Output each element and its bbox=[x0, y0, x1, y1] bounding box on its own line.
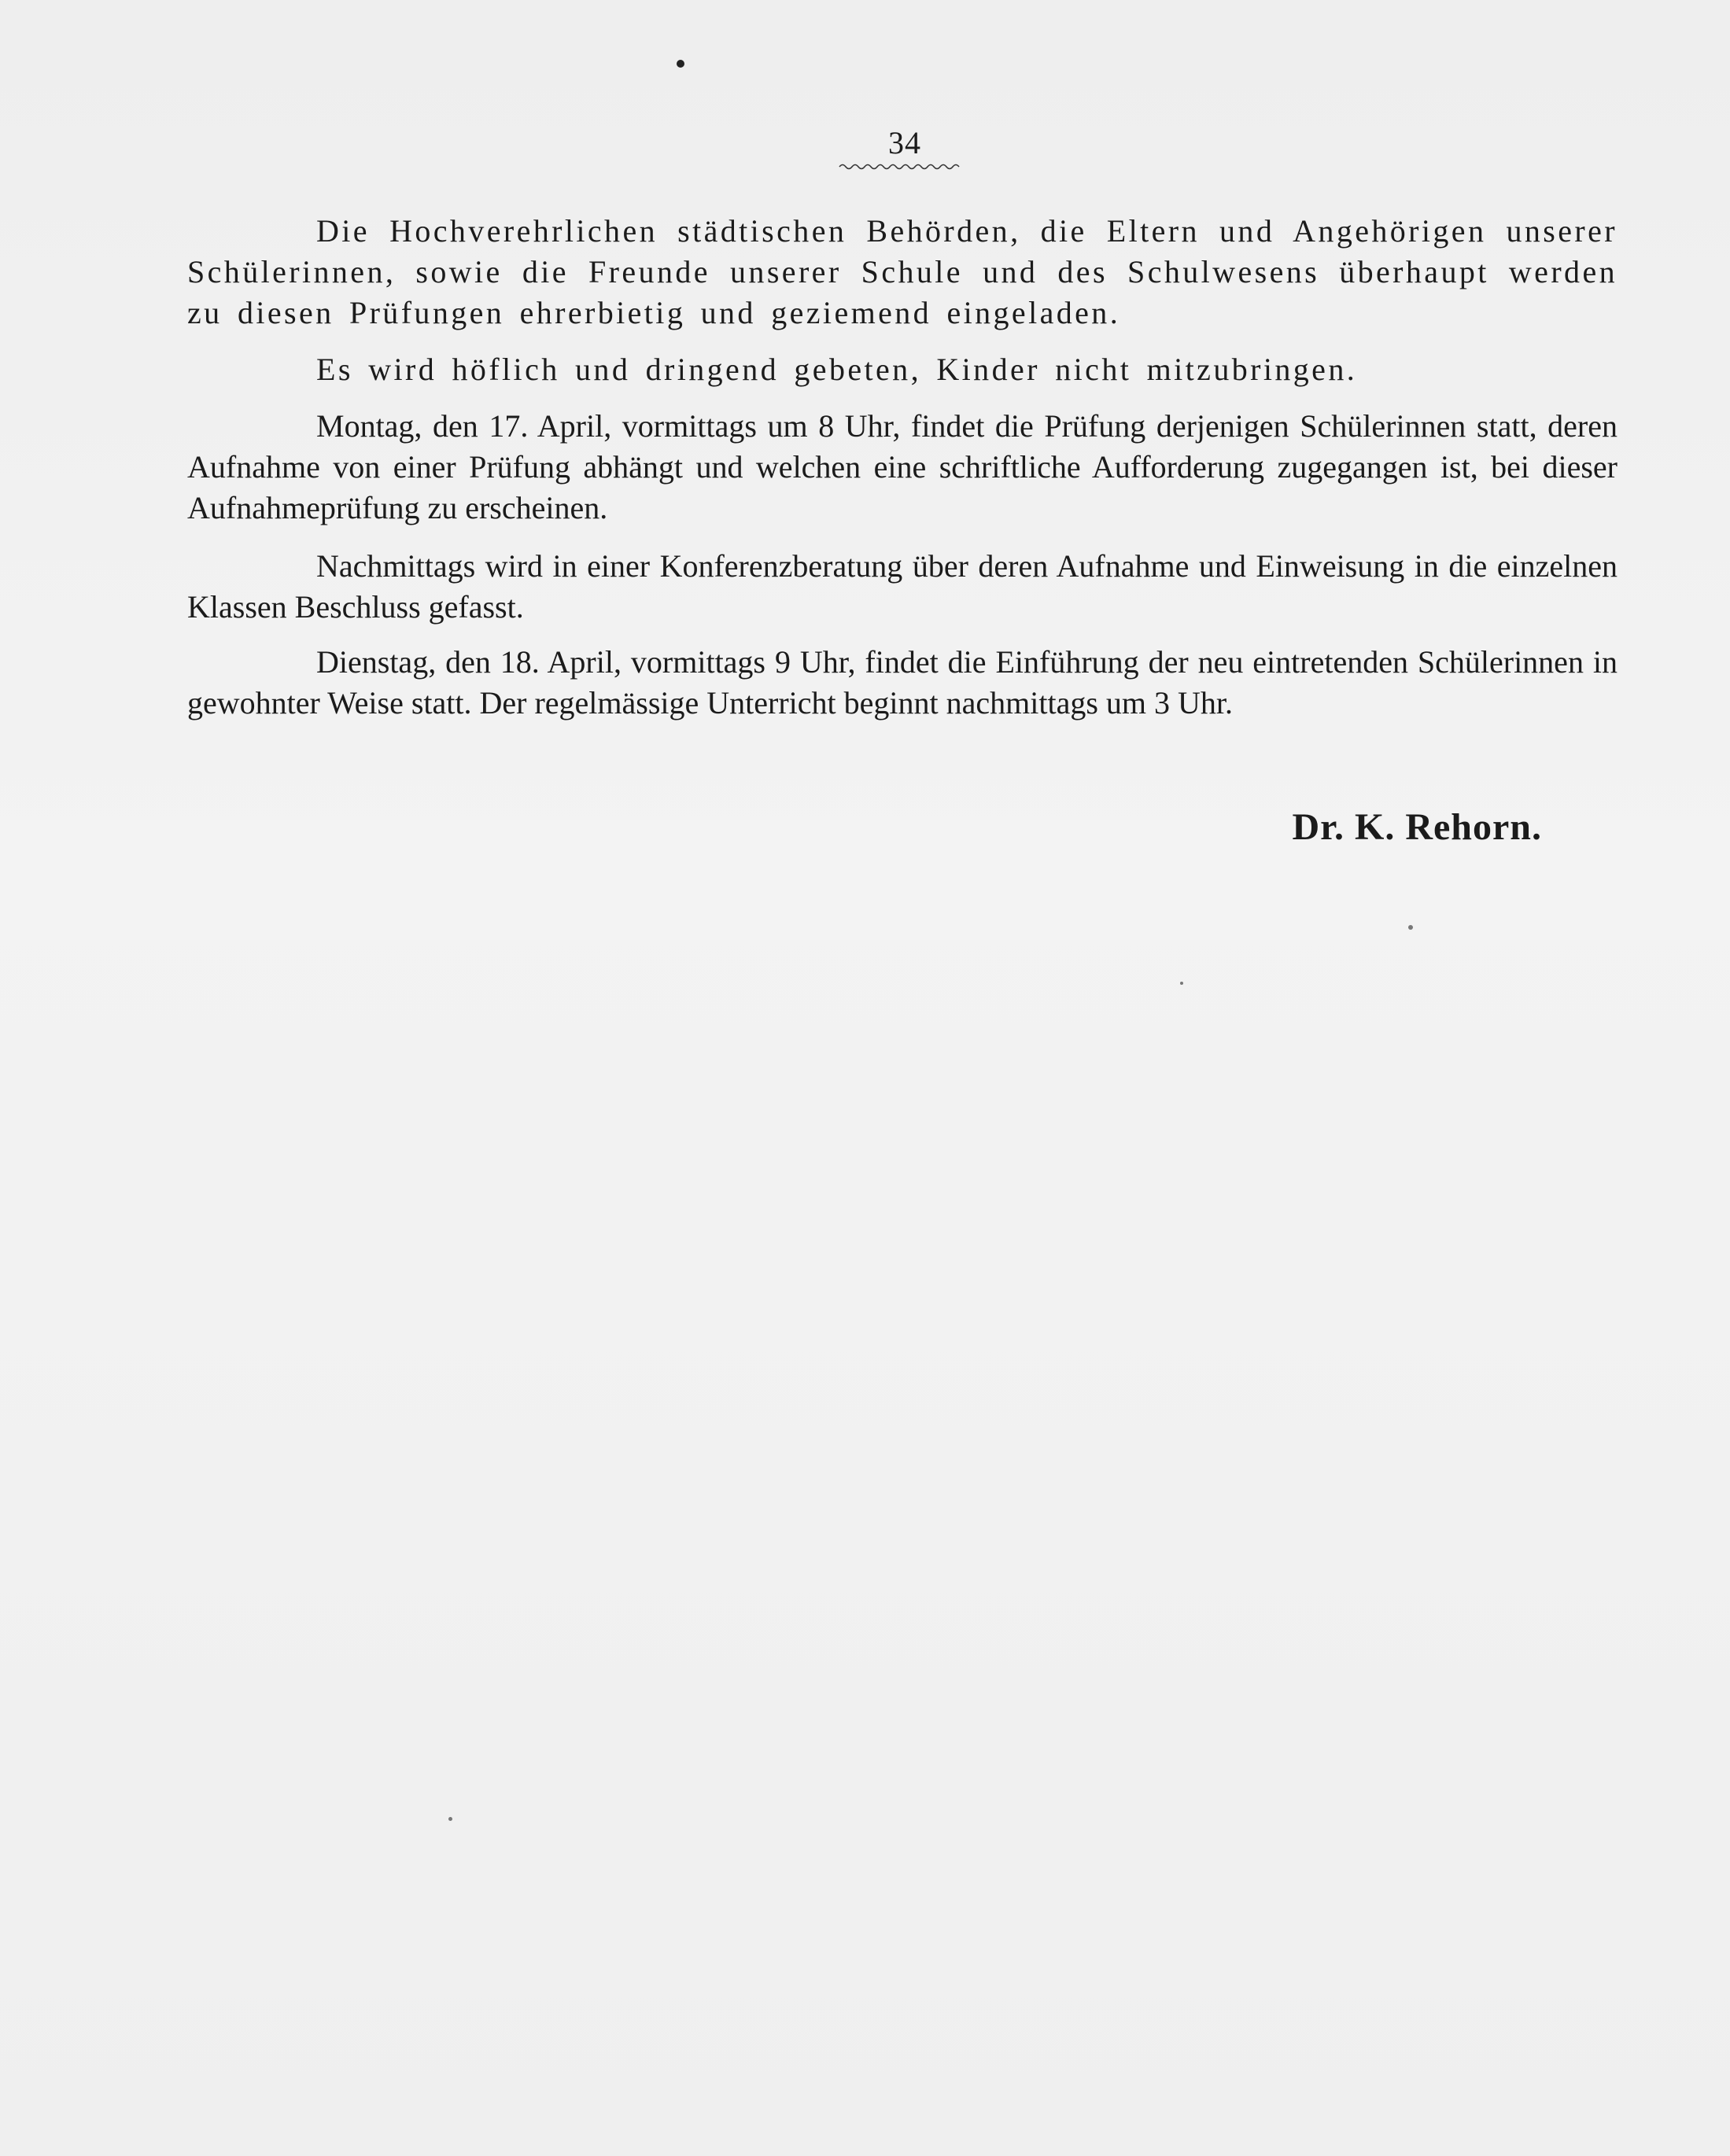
ink-dot bbox=[677, 60, 684, 68]
afternoon-conference-paragraph bbox=[187, 546, 1617, 628]
paragraph-text: Nachmittags wird in einer Konferenzberatung über deren Aufnahme und Einweisung in die einzelnen Klassen Beschluss gefasst. bbox=[187, 548, 1617, 625]
invitation-paragraph bbox=[187, 211, 1617, 334]
paragraph-text: Die Hochverehrlichen städtischen Behörden, die Eltern und Angehörigen unserer Schülerinnen, sowie die Freunde unserer Schule und des Schulwesens überhaupt werden zu diesen Prüfungen ehrerbietig und geziemend eingeladen. bbox=[187, 213, 1617, 330]
monday-exam-paragraph bbox=[187, 406, 1617, 529]
ink-speck bbox=[1408, 925, 1413, 930]
ink-speck bbox=[1180, 982, 1183, 985]
paragraph-text: Montag, den 17. April, vormittags um 8 Uhr, findet die Prüfung derjenigen Schülerinnen statt, deren Aufnahme von einer Prüfung abhängt und welchen eine schriftliche Aufforderung zugegangen ist, bei dieser Aufnahmeprüfung zu erscheinen. bbox=[187, 408, 1617, 525]
paragraph-text: Dienstag, den 18. April, vormittags 9 Uhr, findet die Einführung der neu eintretenden Schülerinnen in gewohnter Weise statt. Der regelmässige Unterricht beginnt nachmittags um 3 Uhr. bbox=[187, 644, 1617, 721]
signature: Dr. K. Rehorn. bbox=[1292, 806, 1542, 848]
paragraph-text: Es wird höflich und dringend gebeten, Kinder nicht mitzubringen. bbox=[316, 352, 1358, 387]
ink-speck bbox=[448, 1817, 452, 1821]
page-number: 34 bbox=[888, 125, 921, 160]
tuesday-introduction-paragraph bbox=[187, 642, 1617, 724]
decorative-wavy-rule bbox=[838, 161, 964, 172]
request-paragraph bbox=[187, 349, 1617, 390]
